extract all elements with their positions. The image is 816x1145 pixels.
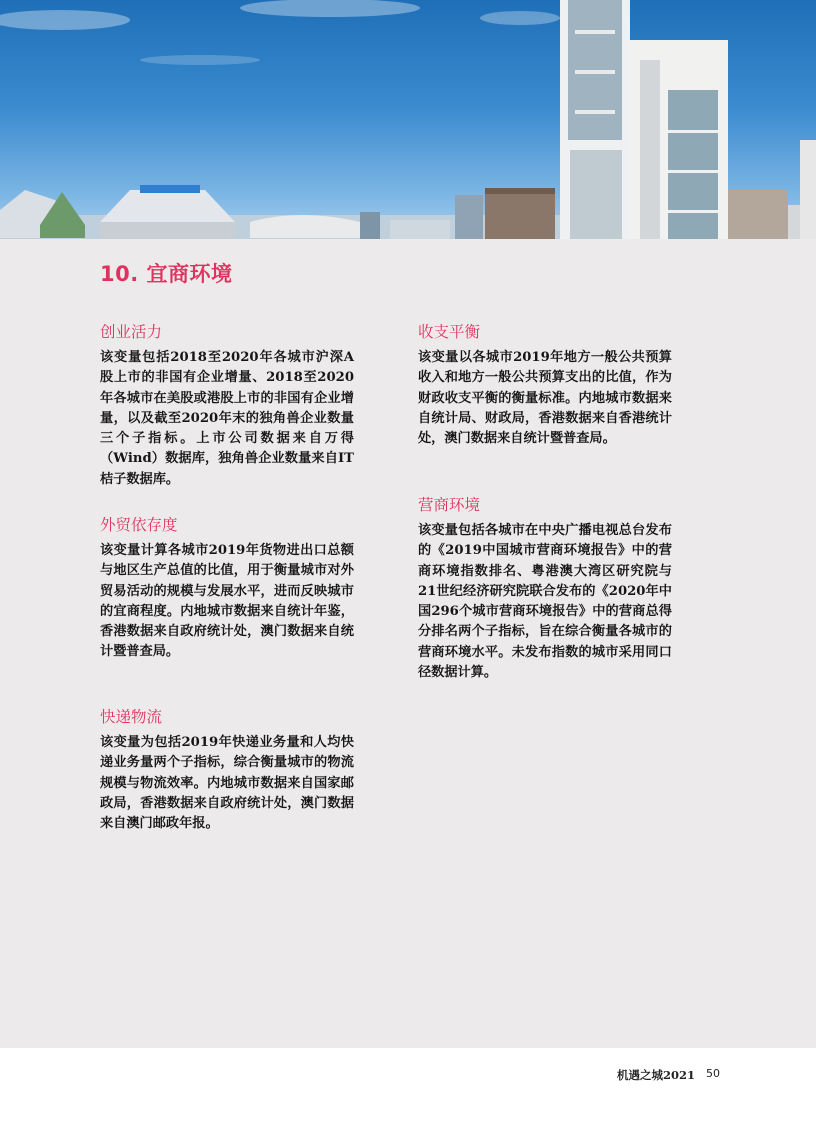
footer-publication-title: 机遇之城2021: [617, 1068, 696, 1082]
block-heading: 营商环境: [418, 496, 481, 514]
block-text: 该变量计算各城市2019年货物进出口总额与地区生产总值的比值，用于衡量城市对外贸易活动的规模与发展水平，进而反映城市的宜商程度。内地城市数据来自统计年鉴，香港数据来自政府统计处，澳门数据来自统计暨普查局。: [100, 543, 354, 660]
section-title: 10. 宜商环境: [100, 262, 233, 286]
block-express-logistics: [100, 705, 354, 834]
block-text: 该变量包括各城市在中央广播电视总台发布的《2019中国城市营商环境报告》中的营商环境指数排名、粤港澳大湾区研究院与21世纪经济研究院联合发布的《2020年中国296个城市营商环境报告》中的营商总得分排名两个子指标，旨在综合衡量各城市的营商环境水平。未发布指数的城市采用同口径数据计算。: [418, 523, 672, 681]
block-entrepreneurial-vitality: [100, 320, 354, 490]
block-text: 该变量以各城市2019年地方一般公共预算收入和地方一般公共预算支出的比值，作为财政收支平衡的衡量标准。内地城市数据来自统计局、财政局，香港数据来自香港统计处，澳门数据来自统计暨普查局。: [418, 350, 672, 447]
page-number: 50: [706, 1067, 720, 1080]
header-skyline-photo: [0, 0, 816, 239]
block-foreign-trade-dependence: [100, 513, 354, 663]
skyline-illustration: [0, 0, 816, 239]
footer-bar: [0, 1048, 816, 1145]
block-text: 该变量包括2018至2020年各城市沪深A股上市的非国有企业增量、2018至2020年各城市在美股或港股上市的非国有企业增量，以及截至2020年末的独角兽企业数量三个子指标。上市公司数据来自万得（Wind）数据库，独角兽企业数量来自IT桔子数据库。: [100, 350, 354, 487]
block-text: 该变量为包括2019年快递业务量和人均快递业务量两个子指标，综合衡量城市的物流规模与物流效率。内地城市数据来自国家邮政局，香港数据来自政府统计处，澳门数据来自澳门邮政年报。: [100, 735, 354, 832]
block-heading: 外贸依存度: [100, 516, 178, 534]
block-heading: 收支平衡: [418, 323, 481, 341]
block-business-environment: [418, 493, 672, 683]
block-fiscal-balance: [418, 320, 672, 449]
block-heading: 创业活力: [100, 323, 163, 341]
block-heading: 快递物流: [100, 708, 163, 726]
